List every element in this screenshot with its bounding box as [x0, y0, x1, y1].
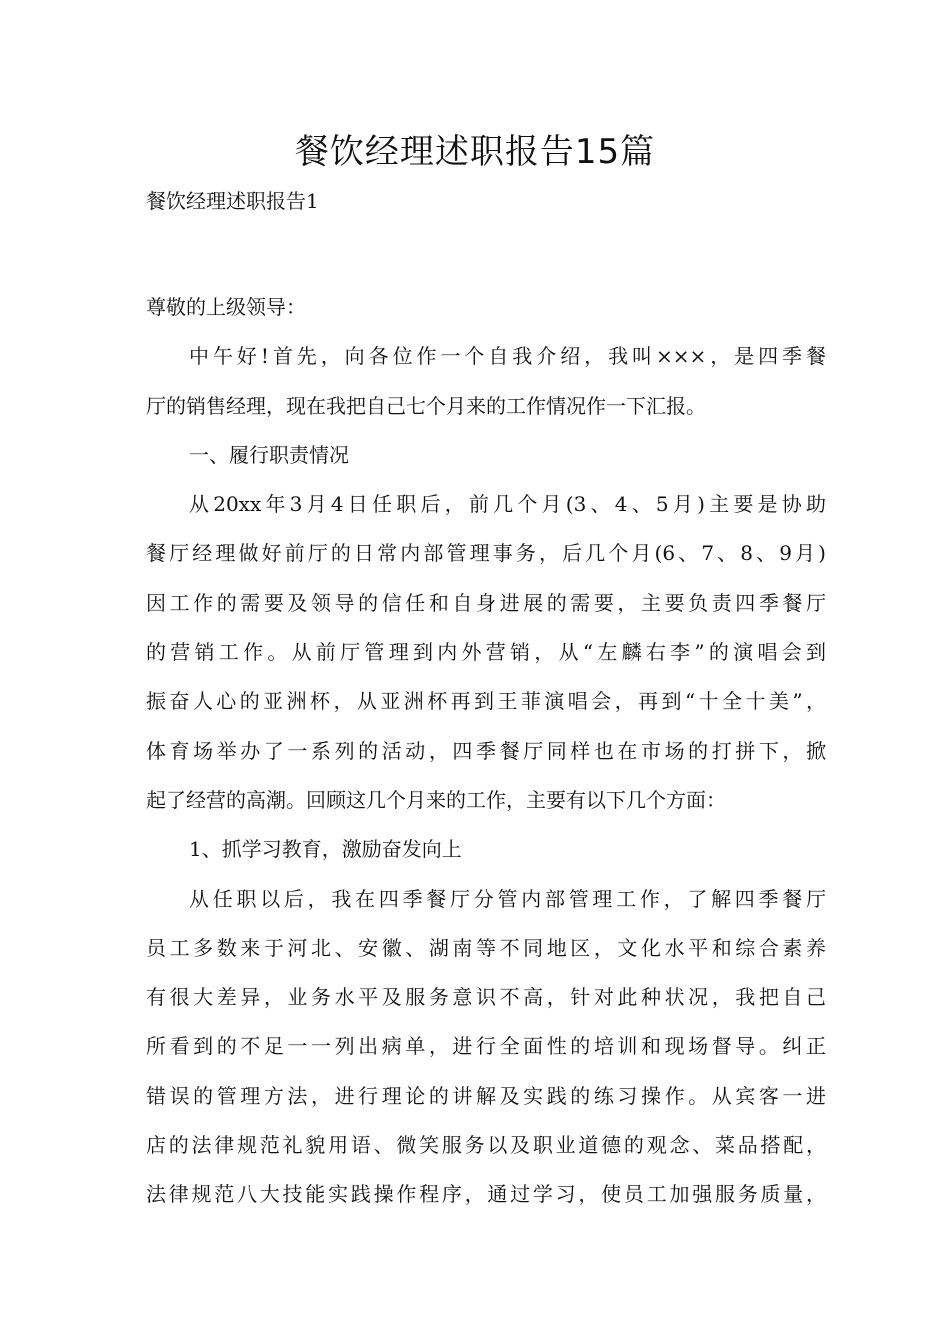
paragraph-line: 中午好!首先，向各位作一个自我介绍，我叫×××，是四季餐 — [189, 344, 826, 369]
paragraph-line: 从任职以后，我在四季餐厅分管内部管理工作，了解四季餐厅 — [189, 886, 826, 911]
subsection-heading: 1、抓学习教育，激励奋发向上 — [189, 837, 462, 862]
paragraph-line: 起了经营的高潮。回顾这几个月来的工作，主要有以下几个方面： — [146, 787, 726, 812]
paragraph-line: 的营销工作。从前厅管理到内外营销，从“左麟右李”的演唱会到 — [146, 640, 826, 665]
salutation-line: 尊敬的上级领导： — [146, 295, 306, 319]
paragraph-line: 有很大差异，业务水平及服务意识不高，针对此种状况，我把自己 — [146, 985, 826, 1010]
paragraph-line: 员工多数来于河北、安徽、湖南等不同地区，文化水平和综合素养 — [146, 935, 826, 960]
document-body — [146, 283, 826, 1220]
paragraph-line: 体育场举办了一系列的活动，四季餐厅同样也在市场的打拼下，掀 — [146, 738, 826, 763]
section-heading: 一、履行职责情况 — [189, 442, 349, 467]
paragraph-line: 从20xx年3月4日任职后，前几个月(3、4、5月)主要是协助 — [189, 492, 826, 517]
paragraph-line: 法律规范八大技能实践操作程序，通过学习，使员工加强服务质量， — [146, 1182, 826, 1207]
paragraph-line: 所看到的不足一一列出病单，进行全面性的培训和现场督导。纠正 — [146, 1034, 826, 1059]
document-subtitle: 餐饮经理述职报告1 — [146, 189, 319, 213]
paragraph-line: 因工作的需要及领导的信任和自身进展的需要，主要负责四季餐厅 — [146, 590, 826, 615]
paragraph-line: 店的法律规范礼貌用语、微笑服务以及职业道德的观念、菜品搭配， — [146, 1133, 826, 1158]
paragraph-line: 振奋人心的亚洲杯，从亚洲杯再到王菲演唱会，再到“十全十美”， — [146, 689, 826, 714]
paragraph-line: 餐厅经理做好前厅的日常内部管理事务，后几个月(6、7、8、9月) — [146, 541, 826, 566]
paragraph-line: 错误的管理方法，进行理论的讲解及实践的练习操作。从宾客一进 — [146, 1083, 826, 1108]
document-title: 餐饮经理述职报告15篇 — [294, 132, 656, 172]
paragraph-line: 厅的销售经理，现在我把自己七个月来的工作情况作一下汇报。 — [146, 393, 706, 418]
